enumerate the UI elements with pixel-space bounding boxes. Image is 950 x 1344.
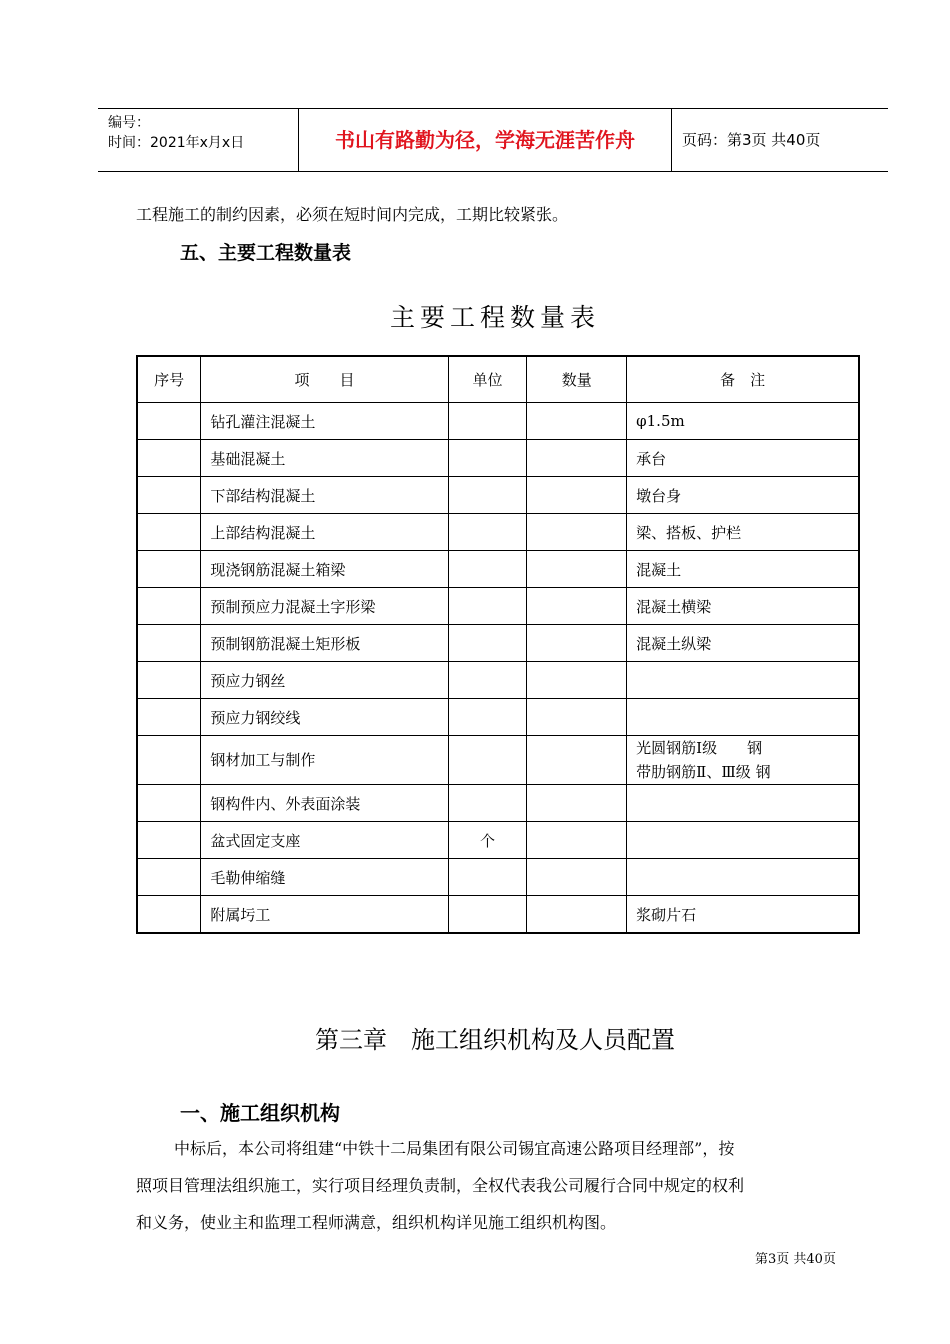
- cell-qty: [527, 403, 627, 440]
- col-header-qty: 数量: [527, 356, 627, 403]
- cell-qty: [527, 625, 627, 662]
- cell-seq: [137, 822, 201, 859]
- cell-note: [627, 822, 859, 859]
- time-label: 时间：2021年x月x日: [108, 135, 245, 151]
- col-header-unit: 单位: [448, 356, 527, 403]
- cell-qty: [527, 551, 627, 588]
- cell-item: 钻孔灌注混凝土: [201, 403, 448, 440]
- table-row: [137, 859, 859, 896]
- cell-qty: [527, 588, 627, 625]
- cell-qty: [527, 785, 627, 822]
- cell-qty: [527, 896, 627, 934]
- cell-seq: [137, 662, 201, 699]
- cell-seq: [137, 588, 201, 625]
- table-title: 主要工程数量表: [389, 303, 600, 332]
- intro-text: 工程施工的制约因素，必须在短时间内完成，工期比较紧张。: [136, 205, 569, 224]
- cell-note: [627, 785, 859, 822]
- cell-seq: [137, 403, 201, 440]
- cell-item: 钢构件内、外表面涂装: [201, 785, 448, 822]
- table-row: [137, 896, 859, 934]
- cell-note: 混凝土: [627, 551, 859, 588]
- cell-note: 混凝土横梁: [627, 588, 859, 625]
- cell-qty: [527, 514, 627, 551]
- cell-item: 预应力钢丝: [201, 662, 448, 699]
- cell-qty: [527, 859, 627, 896]
- table-row: [137, 625, 859, 662]
- header-meta-cell: [98, 109, 299, 171]
- table-row: [137, 440, 859, 477]
- table-row: [137, 551, 859, 588]
- cell-qty: [527, 662, 627, 699]
- cell-unit: [448, 440, 527, 477]
- cell-note: [627, 662, 859, 699]
- cell-unit: 个: [448, 822, 527, 859]
- header-page-label: 页码：第3页 共40页: [682, 131, 821, 149]
- cell-seq: [137, 736, 201, 785]
- cell-item: 现浇钢筋混凝土箱梁: [201, 551, 448, 588]
- cell-note: 承台: [627, 440, 859, 477]
- cell-note: 墩台身: [627, 477, 859, 514]
- table-row: [137, 514, 859, 551]
- table-row: [137, 822, 859, 859]
- cell-qty: [527, 440, 627, 477]
- org-line-1: 中标后，本公司将组建“中铁十二局集团有限公司锡宜高速公路项目经理部”，按: [174, 1139, 735, 1158]
- chapter-title: 第三章 施工组织机构及人员配置: [315, 1026, 675, 1054]
- cell-item: 毛勒伸缩缝: [201, 859, 448, 896]
- section1-heading: 一、施工组织机构: [180, 1101, 340, 1125]
- cell-qty: [527, 699, 627, 736]
- col-header-seq: 序号: [137, 356, 201, 403]
- section5-heading: 五、主要工程数量表: [180, 242, 352, 264]
- cell-unit: [448, 514, 527, 551]
- cell-item: 上部结构混凝土: [201, 514, 448, 551]
- cell-seq: [137, 551, 201, 588]
- table-row: [137, 588, 859, 625]
- table-row: [137, 736, 859, 785]
- cell-note: [627, 859, 859, 896]
- cell-unit: [448, 699, 527, 736]
- col-header-note: 备 注: [627, 356, 859, 403]
- cell-unit: [448, 896, 527, 934]
- cell-seq: [137, 785, 201, 822]
- cell-unit: [448, 785, 527, 822]
- cell-item: 盆式固定支座: [201, 822, 448, 859]
- cell-note: 浆砌片石: [627, 896, 859, 934]
- table-row: [137, 785, 859, 822]
- cell-note: 梁、搭板、护栏: [627, 514, 859, 551]
- cell-item: 基础混凝土: [201, 440, 448, 477]
- cell-seq: [137, 477, 201, 514]
- table-row: [137, 662, 859, 699]
- page-header: [98, 108, 888, 172]
- cell-unit: [448, 625, 527, 662]
- cell-unit: [448, 662, 527, 699]
- table-row: [137, 477, 859, 514]
- org-line-2: 照项目管理法组织施工，实行项目经理负责制，全权代表我公司履行合同中规定的权利: [136, 1176, 745, 1195]
- table-row: [137, 403, 859, 440]
- cell-item: 钢材加工与制作: [201, 736, 448, 785]
- cell-item: 附属圬工: [201, 896, 448, 934]
- cell-seq: [137, 859, 201, 896]
- org-line-3: 和义务，使业主和监理工程师满意，组织机构详见施工组织机构图。: [136, 1213, 617, 1232]
- cell-item: 预应力钢绞线: [201, 699, 448, 736]
- header-motto: 书山有路勤为径，学海无涯苦作舟: [299, 109, 672, 171]
- cell-unit: [448, 859, 527, 896]
- quantity-table: [136, 355, 860, 934]
- cell-seq: [137, 625, 201, 662]
- table-row: [137, 699, 859, 736]
- cell-seq: [137, 896, 201, 934]
- cell-unit: [448, 403, 527, 440]
- cell-item: 预制钢筋混凝土矩形板: [201, 625, 448, 662]
- cell-item: 预制预应力混凝土字形梁: [201, 588, 448, 625]
- cell-note: 混凝土纵梁: [627, 625, 859, 662]
- cell-note-line: 带肋钢筋Ⅱ、Ⅲ级 钢: [636, 763, 771, 781]
- cell-item: 下部结构混凝土: [201, 477, 448, 514]
- cell-note: [627, 736, 859, 785]
- cell-note: [627, 699, 859, 736]
- cell-unit: [448, 551, 527, 588]
- cell-qty: [527, 736, 627, 785]
- cell-unit: [448, 736, 527, 785]
- cell-seq: [137, 514, 201, 551]
- cell-qty: [527, 822, 627, 859]
- table-header-row: [137, 356, 859, 403]
- code-label: 编号：: [108, 115, 150, 131]
- cell-unit: [448, 477, 527, 514]
- page-footer: 第3页 共40页: [755, 1252, 836, 1267]
- cell-note-line: 光圆钢筋Ⅰ级 钢: [636, 739, 763, 757]
- cell-unit: [448, 588, 527, 625]
- cell-seq: [137, 699, 201, 736]
- cell-seq: [137, 440, 201, 477]
- cell-qty: [527, 477, 627, 514]
- cell-note: φ1.5m: [627, 403, 859, 440]
- col-header-item: 项 目: [201, 356, 448, 403]
